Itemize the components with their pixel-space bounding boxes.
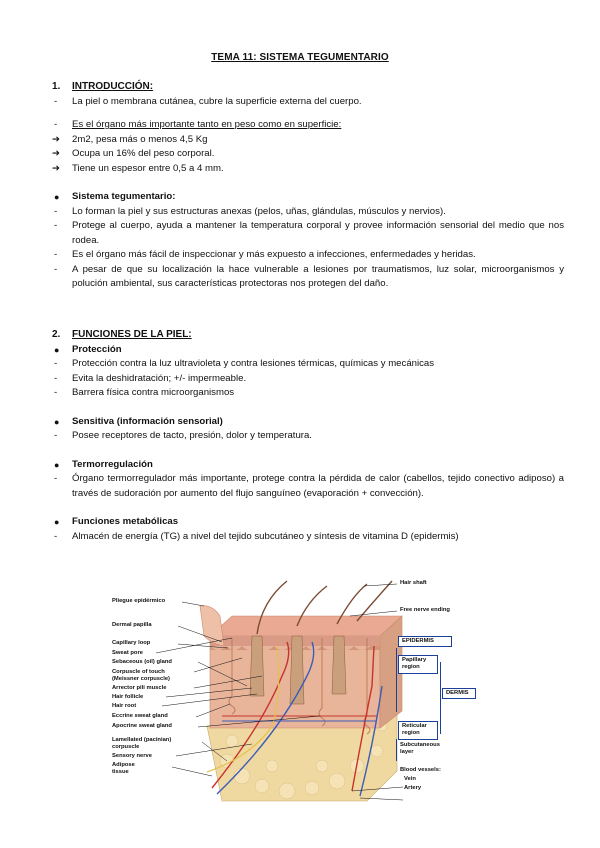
section-heading <box>52 328 564 343</box>
list-item: - Posee receptores de tacto, presión, dolor y temperatura. <box>54 430 312 441</box>
label-corpuscle-of-touch: Corpuscle of touch <box>112 669 165 675</box>
list-item: - Es el órgano más fácil de inspeccionar y más expuesto a infecciones, enfermedades y heridas. <box>54 249 476 260</box>
papillary-bracket <box>396 648 397 712</box>
list-item: - Barrera física contra microorganismos <box>54 387 235 398</box>
bullet-heading: ● Sensitiva (información sensorial) <box>52 415 564 430</box>
label-meissner-corpuscle: (Meissner corpuscle) <box>112 676 170 682</box>
arrow-item: ➔ Tiene un espesor entre 0,5 a 4 mm. <box>52 162 564 177</box>
bullet-heading: ● Funciones metabólicas <box>52 515 564 530</box>
list-item: - Es el órgano más importante tanto en peso como en superficie: <box>54 119 342 130</box>
bullet-heading: ● Termorregulación <box>52 458 564 473</box>
list-item: - Almacén de energía (TG) a nivel del tejido subcutáneo y síntesis de vitamina D (epidermis) <box>54 530 459 542</box>
label-dermis: DERMIS <box>442 688 476 699</box>
label-layer: layer <box>400 749 414 755</box>
section-title: INTRODUCCIÓN: <box>72 81 154 92</box>
list-item: - Protección contra la luz ultravioleta y contra lesiones térmicas, químicas y mecánicas <box>54 358 435 369</box>
label-papillary-region: Papillary region <box>398 655 438 674</box>
dermis-bracket <box>440 662 441 734</box>
list-item: - Protege al cuerpo, ayuda a mantener la temperatura corporal y provee información sensorial del medio que nos rodea. <box>54 220 564 246</box>
list-item: - Lo forman la piel y sus estructuras anexas (pelos, uñas, glándulas, músculos y nervios). <box>54 205 446 217</box>
label-eccrine-sweat-gland: Eccrine sweat gland <box>112 713 168 719</box>
label-reticular-region: Reticular region <box>398 721 438 740</box>
label-epidermis: EPIDERMIS <box>398 636 452 647</box>
list-item: - Evita la deshidratación; +/- impermeable. <box>54 372 247 384</box>
section-number: 2. <box>52 329 61 340</box>
arrow-icon: ➔ <box>52 162 61 174</box>
list-item: - Órgano termorregulador más importante, protege contra la pérdida de calor (cabellos, tejido conectivo adiposo) a través de sudoración por aumento del flujo sanguíneo (evaporación + convección). <box>54 473 564 499</box>
label-corpuscle: corpuscle <box>112 744 140 750</box>
label-subcutaneous: Subcutaneous <box>400 742 440 748</box>
label-hair-shaft: Hair shaft <box>400 580 427 586</box>
label-hair-follicle: Hair follicle <box>112 694 144 700</box>
label-apocrine-sweat-gland: Apocrine sweat gland <box>112 723 172 729</box>
label-sensory-nerve: Sensory nerve <box>112 753 152 759</box>
arrow-item: ➔ Ocupa un 16% del peso corporal. <box>52 147 564 162</box>
list-item: - A pesar de que su localización la hace vulnerable a lesiones por traumatismos, luz solar, microorganismos y polución ambiental, sus características protectoras nos protegen del daño. <box>54 263 564 289</box>
label-lamellated-corpuscle: Lamellated (pacinian) <box>112 737 172 743</box>
section-heading <box>52 80 564 95</box>
bullet-icon: ● <box>54 517 60 527</box>
arrow-icon: ➔ <box>52 133 61 145</box>
label-capillary-loop: Capillary loop <box>112 640 151 646</box>
section-funciones <box>52 328 564 544</box>
label-vein: Vein <box>404 776 416 782</box>
label-sebaceous-gland: Sebaceous (oil) gland <box>112 659 172 665</box>
subcutaneous-bracket <box>396 739 397 761</box>
label-hair-root: Hair root <box>112 703 137 709</box>
label-artery: Artery <box>404 785 422 791</box>
section-number: 1. <box>52 81 61 92</box>
document-title: TEMA 11: SISTEMA TEGUMENTARIO <box>211 52 389 63</box>
section-introduccion <box>52 80 564 292</box>
arrow-item: ➔ 2m2, pesa más o menos 4,5 Kg <box>52 133 564 148</box>
bullet-heading: ● Sistema tegumentario: <box>52 190 564 205</box>
label-blood-vessels: Blood vessels: <box>400 767 441 773</box>
bullet-icon: ● <box>54 459 60 470</box>
section-title: FUNCIONES DE LA PIEL: <box>72 329 192 340</box>
skin-diagram-figure <box>112 576 482 806</box>
label-adipose: Adipose <box>112 762 135 768</box>
bullet-heading: ● Protección <box>52 343 564 358</box>
label-dermal-papilla: Dermal papilla <box>112 622 152 628</box>
label-sweat-pore: Sweat pore <box>112 650 143 656</box>
label-tissue: tissue <box>112 769 129 775</box>
label-arrector-pili: Arrector pili muscle <box>112 685 167 691</box>
arrow-icon: ➔ <box>52 148 61 159</box>
bullet-icon: ● <box>54 344 60 355</box>
bullet-icon: ● <box>54 416 60 427</box>
list-item: - La piel o membrana cutánea, cubre la superficie externa del cuerpo. <box>54 95 362 107</box>
label-pliegue-epidermico: Pliegue epidérmico <box>112 598 166 604</box>
bullet-icon: ● <box>54 192 60 202</box>
label-free-nerve-ending: Free nerve ending <box>400 607 450 613</box>
